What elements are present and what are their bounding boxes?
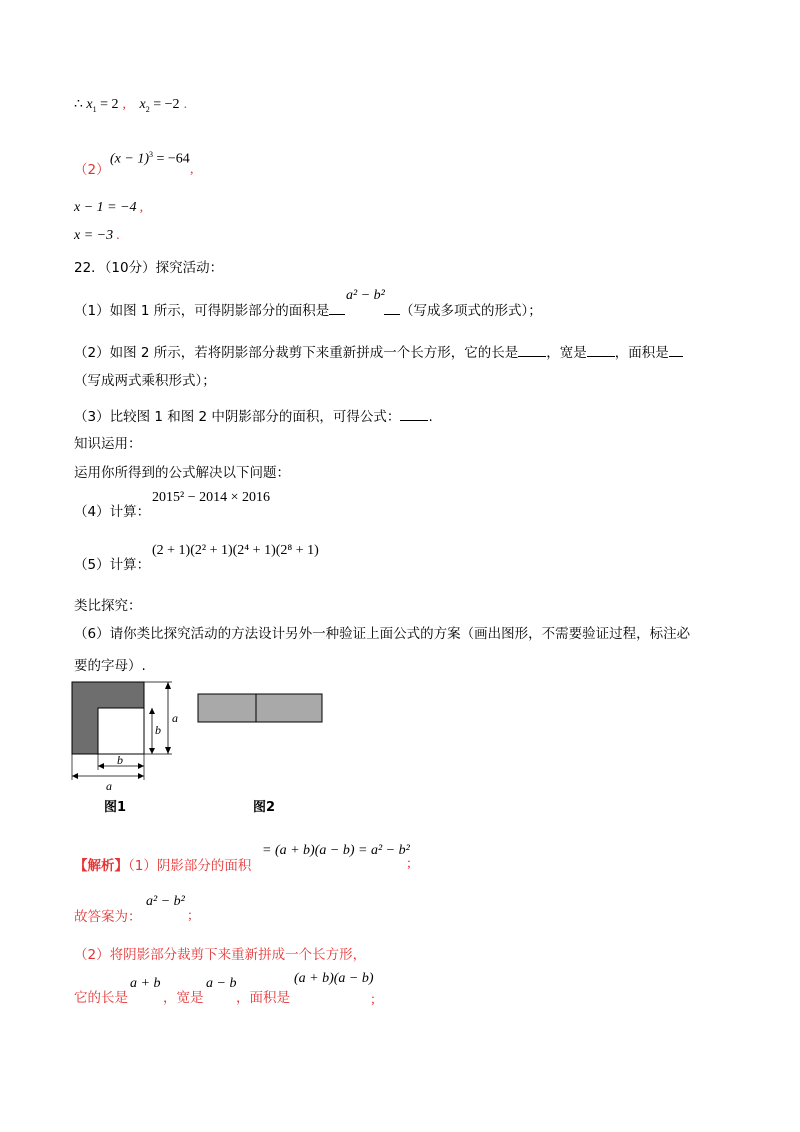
q22-part4-label: （4）计算： [74,504,151,520]
q22-part2-line1 [74,343,683,362]
sol2-step1 [74,200,143,216]
fig1-label-a-right: a [172,711,178,725]
analysis-s2-end: ; [371,992,375,1007]
figure-1-caption: 图1 [104,800,127,815]
fig1-label-a-bottom: a [106,779,112,793]
fig2-rectangle [198,694,322,722]
analysis-answer-label: 故答案为： [74,909,142,925]
q22-p2-text-c: ，面积是 [614,345,669,361]
analysis-s1-text: （1）阴影部分的面积 [128,858,252,874]
q22-p2-text-b: ，宽是 [546,345,587,361]
figure-1 [66,676,186,794]
sol2-label: （2） [74,162,110,178]
analysis-tag: 【解析】 [74,858,128,874]
q22-part1 [74,301,345,320]
figure-2 [194,690,326,728]
q22-part3 [74,407,433,426]
q22-p1-tail [384,301,542,320]
solution-x-values [74,96,187,114]
analysis-s2-width-label: ，宽是 [163,990,204,1006]
q22-p3-text: （3）比较图 1 和图 2 中阴影部分的面积，可得公式： [74,409,401,425]
q22-p3-end: . [428,409,433,425]
q22-p1-answer: a² − b² [346,288,385,303]
sol2-step1-end: , [139,200,144,215]
analysis-s2-text: （2）将阴影部分裁剪下来重新拼成一个长方形， [74,947,367,963]
therefore-symbol: ∴ [74,97,83,112]
blank [400,407,428,421]
analysis-s2-length: a + b [130,976,161,991]
q22-part2-line2: （写成两式乘积形式）； [74,373,216,389]
q22-part5-label: （5）计算： [74,557,151,573]
blank [384,301,400,315]
blank [329,301,345,315]
sol2-step1-eq: x − 1 = −4 [74,200,137,215]
fig1-inner-square [98,708,144,754]
sol2-step2 [74,228,120,244]
end-dot: . [183,97,188,112]
analysis-answer-expr: a² − b² [146,894,185,909]
q22-part6-line2: 要的字母）. [74,658,146,674]
x1-value: = 2 [100,97,119,112]
question-22-title: 22．（10分）探究活动： [74,260,224,276]
q22-p1-post: （写成多项式的形式）； [400,303,542,319]
sol2-step2-end: . [116,228,120,243]
sep-comma: , [122,97,127,112]
sol2-equation [110,150,190,168]
blank [587,343,615,357]
q22-part5-expr: (2 + 1)(2² + 1)(2⁴ + 1)(2⁸ + 1) [152,543,319,558]
fig1-label-b-right: b [155,723,161,737]
sol2-step2-eq: x = −3 [74,228,114,243]
x1-var: x [86,97,93,112]
q22-p2-text-a: （2）如图 2 所示，若将阴影部分裁剪下来重新拼成一个长方形，它的长是 [74,345,519,361]
analysis-s1-end: ; [407,856,411,871]
sol2-eq-exp: 3 [149,150,153,159]
blank [518,343,546,357]
q22-part6-line1: （6）请你类比探究活动的方法设计另外一种验证上面公式的方案（画出图形，不需要验证过程，标注必 [74,626,691,642]
analysis-answer-end: ; [188,908,192,923]
fig1-shade-left [72,708,98,754]
fig1-shade-top [72,682,144,708]
x2-sub: 2 [145,104,150,114]
sol2-comma: , [190,162,194,177]
analysis-line1 [74,857,251,875]
analysis-s2-width: a − b [206,976,237,991]
analysis-s2-length-label: 它的长是 [74,990,128,1006]
apply-instruction: 运用你所得到的公式解决以下问题： [74,465,290,481]
x2-value: = −2 [153,97,180,112]
x1-sub: 1 [92,104,97,114]
figure-2-caption: 图2 [253,800,276,815]
analysis-s2-area: (a + b)(a − b) [294,971,374,986]
knowledge-heading: 知识运用： [74,436,142,452]
analysis-s2-area-label: ，面积是 [236,990,290,1006]
sol2-eq-lhs: (x − 1) [110,151,149,167]
q22-part4-expr: 2015² − 2014 × 2016 [152,490,270,505]
fig1-label-b-bottom: b [117,753,123,767]
analysis-s1-expr: = (a + b)(a − b) = a² − b² [262,843,410,858]
sol2-eq-rhs: = −64 [156,151,190,167]
q22-p1-text: （1）如图 1 所示，可得阴影部分的面积是 [74,303,330,319]
blank [669,343,683,357]
analogy-heading: 类比探究： [74,598,142,614]
x2-var: x [139,97,146,112]
